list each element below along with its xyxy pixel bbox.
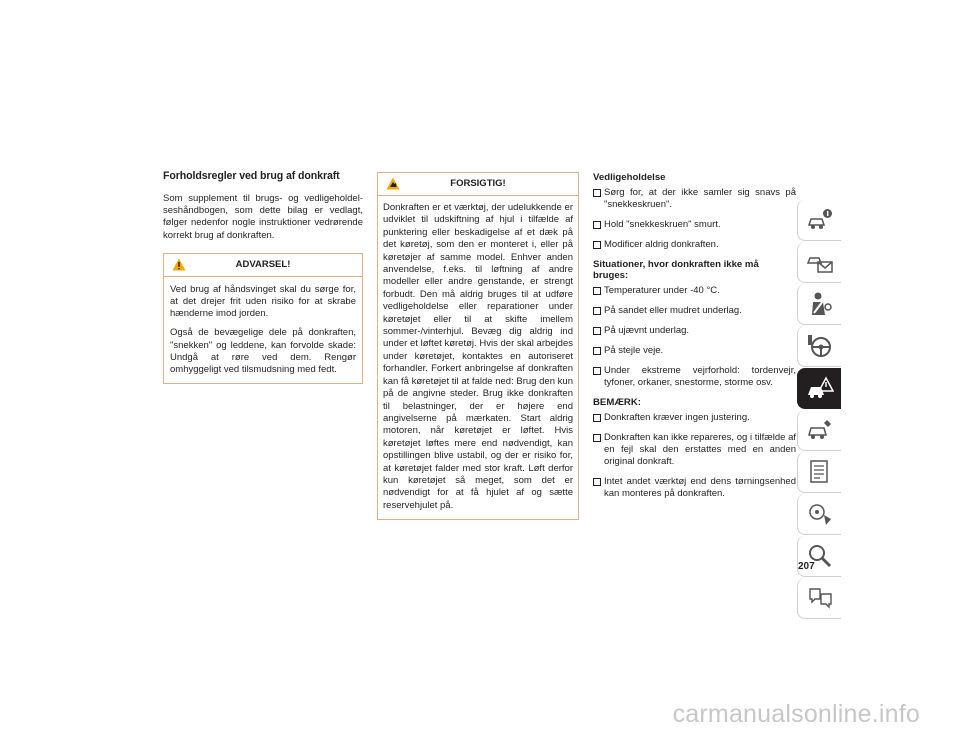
situations-heading: Situationer, hvor donkraften ikke må bruges: bbox=[593, 259, 759, 281]
warning-header bbox=[164, 254, 362, 277]
checkbox-bullet-icon bbox=[593, 414, 601, 422]
car-info-icon bbox=[806, 207, 834, 233]
tab-car-envelope[interactable] bbox=[797, 242, 841, 283]
checkbox-bullet-icon bbox=[593, 221, 601, 229]
list-item: Donkraften kræver ingen justering. bbox=[593, 412, 796, 424]
maintenance-heading: Vedligeholdelse bbox=[593, 172, 666, 183]
situations-list bbox=[593, 285, 796, 389]
warning-paragraph: Også de bevægelige dele på donkraften, "snekken" og leddene, kan forvolde skade: Undgå at røre ved dem. Rengør omhyggeligt ved tilsmudsning med fedt. bbox=[170, 327, 356, 376]
tab-specifications[interactable] bbox=[797, 452, 841, 493]
list-item: På stejle veje. bbox=[593, 345, 796, 357]
list-item: På ujævnt underlag. bbox=[593, 325, 796, 337]
steering-wheel-icon bbox=[806, 333, 834, 359]
column-right bbox=[593, 172, 796, 508]
checkbox-bullet-icon bbox=[593, 367, 601, 375]
checkbox-bullet-icon bbox=[593, 327, 601, 335]
caution-box bbox=[377, 172, 579, 520]
note-list bbox=[593, 412, 796, 500]
list-item: Under ekstreme vejrforhold: tordenvejr, tyfoner, orkaner, snestorme, storme osv. bbox=[593, 365, 796, 389]
caution-triangle-icon bbox=[386, 177, 400, 190]
list-item: Donkraften kan ikke repareres, og i tilfælde af en fejl skal den erstattes med en anden original donkraft. bbox=[593, 432, 796, 468]
tab-car-service[interactable] bbox=[797, 410, 841, 451]
warning-body bbox=[164, 277, 362, 383]
list-item: På sandet eller mudret underlag. bbox=[593, 305, 796, 317]
maintenance-list bbox=[593, 187, 796, 251]
section-title: Forholdsregler ved brug af donkraft bbox=[163, 170, 340, 182]
list-item: Intet andet værktøj end dens tørningsenhed kan monteres på donkraften. bbox=[593, 476, 796, 500]
caution-heading: FORSIGTIG! bbox=[450, 178, 506, 189]
tab-steering-wheel[interactable] bbox=[797, 326, 841, 367]
tab-languages[interactable] bbox=[797, 578, 841, 619]
tab-warning-car[interactable] bbox=[797, 368, 841, 409]
seatbelt-icon bbox=[806, 291, 834, 317]
list-item: Modificer aldrig donkraften. bbox=[593, 239, 796, 251]
checkbox-bullet-icon bbox=[593, 241, 601, 249]
note-heading: BEMÆRK: bbox=[593, 397, 641, 408]
tab-car-info[interactable] bbox=[797, 200, 841, 241]
media-icon bbox=[806, 501, 834, 527]
tab-media[interactable] bbox=[797, 494, 841, 535]
car-envelope-icon bbox=[806, 249, 834, 275]
warning-triangle-icon bbox=[172, 258, 186, 271]
warning-paragraph: Ved brug af håndsvinget skal du sørge for, at det drejer frit uden risiko for at skrabe hænderne imod jorden. bbox=[170, 283, 356, 320]
column-left bbox=[163, 170, 363, 384]
checkbox-bullet-icon bbox=[593, 347, 601, 355]
list-item: Hold "snekkeskruen" smurt. bbox=[593, 219, 796, 231]
list-item: Sørg for, at der ikke samler sig snavs på "snekkeskruen". bbox=[593, 187, 796, 211]
languages-icon bbox=[806, 585, 834, 611]
specifications-list-icon bbox=[806, 459, 834, 485]
intro-paragraph: Som supplement til brugs- og vedligeholdelseshåndbogen, som dette bilag er vedlagt, følger nedenfor nogle instruktioner vedrørende korrekt brug af donkraften. bbox=[163, 193, 363, 241]
caution-header bbox=[378, 173, 578, 196]
warning-heading: ADVARSEL! bbox=[235, 258, 291, 270]
checkbox-bullet-icon bbox=[593, 189, 601, 197]
column-middle bbox=[377, 172, 579, 520]
checkbox-bullet-icon bbox=[593, 287, 601, 295]
chapter-tabs bbox=[797, 200, 841, 620]
caution-body bbox=[378, 196, 578, 519]
caution-paragraph: Donkraften er et værktøj, der udelukkende er udviklet til udskiftning af hjul i tilfælde af punktering eller beskadigelse af et dæk på det køretøj, som den er monteret i, eller på køretøjer af samme model. Enhver anden anvendelse, f.eks. til løftning af andre modeller eller andre genstande, er strengt forbudt. Den må aldrig bruges til at udføre vedligeholdelse eller reparationer under køretøjet eller til at skifte imellem sommer-/vinterhjul. Bevæg dig aldrig ind under et løftet køretøj. Hvis der skal arbejdes under køretøjet, kontaktes en autoriseret forhandler. Forkert anbringelse af donkraften kan få køretøjet til at falde ned: Brug den kun på de angivne steder. Brug ikke donkraften til belastninger, der er højere end angivelserne på mærkaten. Start aldrig motoren, når køretøjet er løftet. Hvis køretøjet løftes mere end nødvendigt, kan opstillingen blive ustabil, og der er risiko for, at køretøjet falder med stor kraft. Løft derfor kun køretøjet så meget, som det er nødvendigt for at få hjulet af og sætte reservehjulet på. bbox=[383, 202, 573, 511]
tab-seatbelt[interactable] bbox=[797, 284, 841, 325]
car-service-icon bbox=[806, 417, 834, 443]
warning-box bbox=[163, 253, 363, 384]
page-number: 207 bbox=[798, 561, 815, 572]
warning-car-icon bbox=[806, 375, 834, 401]
list-item: Temperaturer under -40 °C. bbox=[593, 285, 796, 297]
checkbox-bullet-icon bbox=[593, 434, 601, 442]
watermark: carmanualsonline.info bbox=[672, 700, 920, 728]
checkbox-bullet-icon bbox=[593, 478, 601, 486]
checkbox-bullet-icon bbox=[593, 307, 601, 315]
